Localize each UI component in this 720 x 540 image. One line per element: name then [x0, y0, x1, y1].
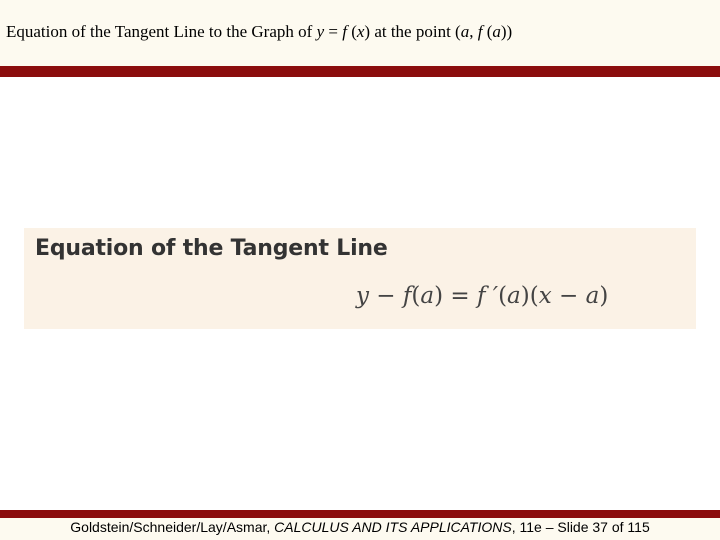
definition-title: Equation of the Tangent Line — [35, 236, 388, 261]
formula-a3: a — [585, 283, 600, 309]
title-paren2: ( — [482, 22, 493, 41]
formula-paren2-close: )( — [520, 283, 539, 309]
footer-edition: , 11e – Slide 37 of 115 — [511, 519, 650, 535]
footer-authors: Goldstein/Schneider/Lay/Asmar, — [70, 519, 275, 535]
formula-paren: ( — [411, 283, 421, 309]
footer-rule — [0, 510, 720, 518]
formula-y: y — [356, 283, 369, 309]
title-var-f: f — [342, 22, 347, 41]
slide-title — [6, 22, 512, 42]
title-paren: ( — [346, 22, 357, 41]
formula-paren2: ( — [498, 283, 508, 309]
definition-box — [24, 228, 696, 329]
formula-a2: a — [507, 283, 521, 309]
formula-paren-close: ) — [434, 283, 444, 309]
formula-equals: = — [443, 283, 478, 309]
title-var-f2: f — [477, 22, 483, 41]
header-rule — [0, 66, 720, 77]
title-var-y: y — [316, 22, 325, 41]
formula-fprime: f ′ — [477, 283, 499, 309]
title-prefix: Equation of the Tangent Line to the Graph of — [6, 22, 317, 41]
formula-minus: − — [369, 283, 403, 309]
title-var-a: a — [460, 22, 470, 41]
title-var-x: x — [356, 22, 365, 41]
formula-f: f — [402, 283, 412, 309]
slide-header — [0, 0, 720, 66]
title-eq: = — [324, 22, 343, 41]
title-var-a2: a — [492, 22, 501, 41]
footer-book: CALCULUS AND ITS APPLICATIONS — [274, 519, 512, 535]
title-mid: ) at the point ( — [364, 22, 461, 41]
formula-minus2: − — [551, 283, 586, 309]
tangent-line-formula — [356, 283, 608, 309]
slide-footer — [0, 519, 720, 535]
formula-end: ) — [599, 283, 609, 309]
formula-x: x — [538, 283, 552, 309]
title-end: )) — [500, 22, 513, 41]
formula-a: a — [420, 283, 435, 309]
title-comma: , — [469, 22, 478, 41]
